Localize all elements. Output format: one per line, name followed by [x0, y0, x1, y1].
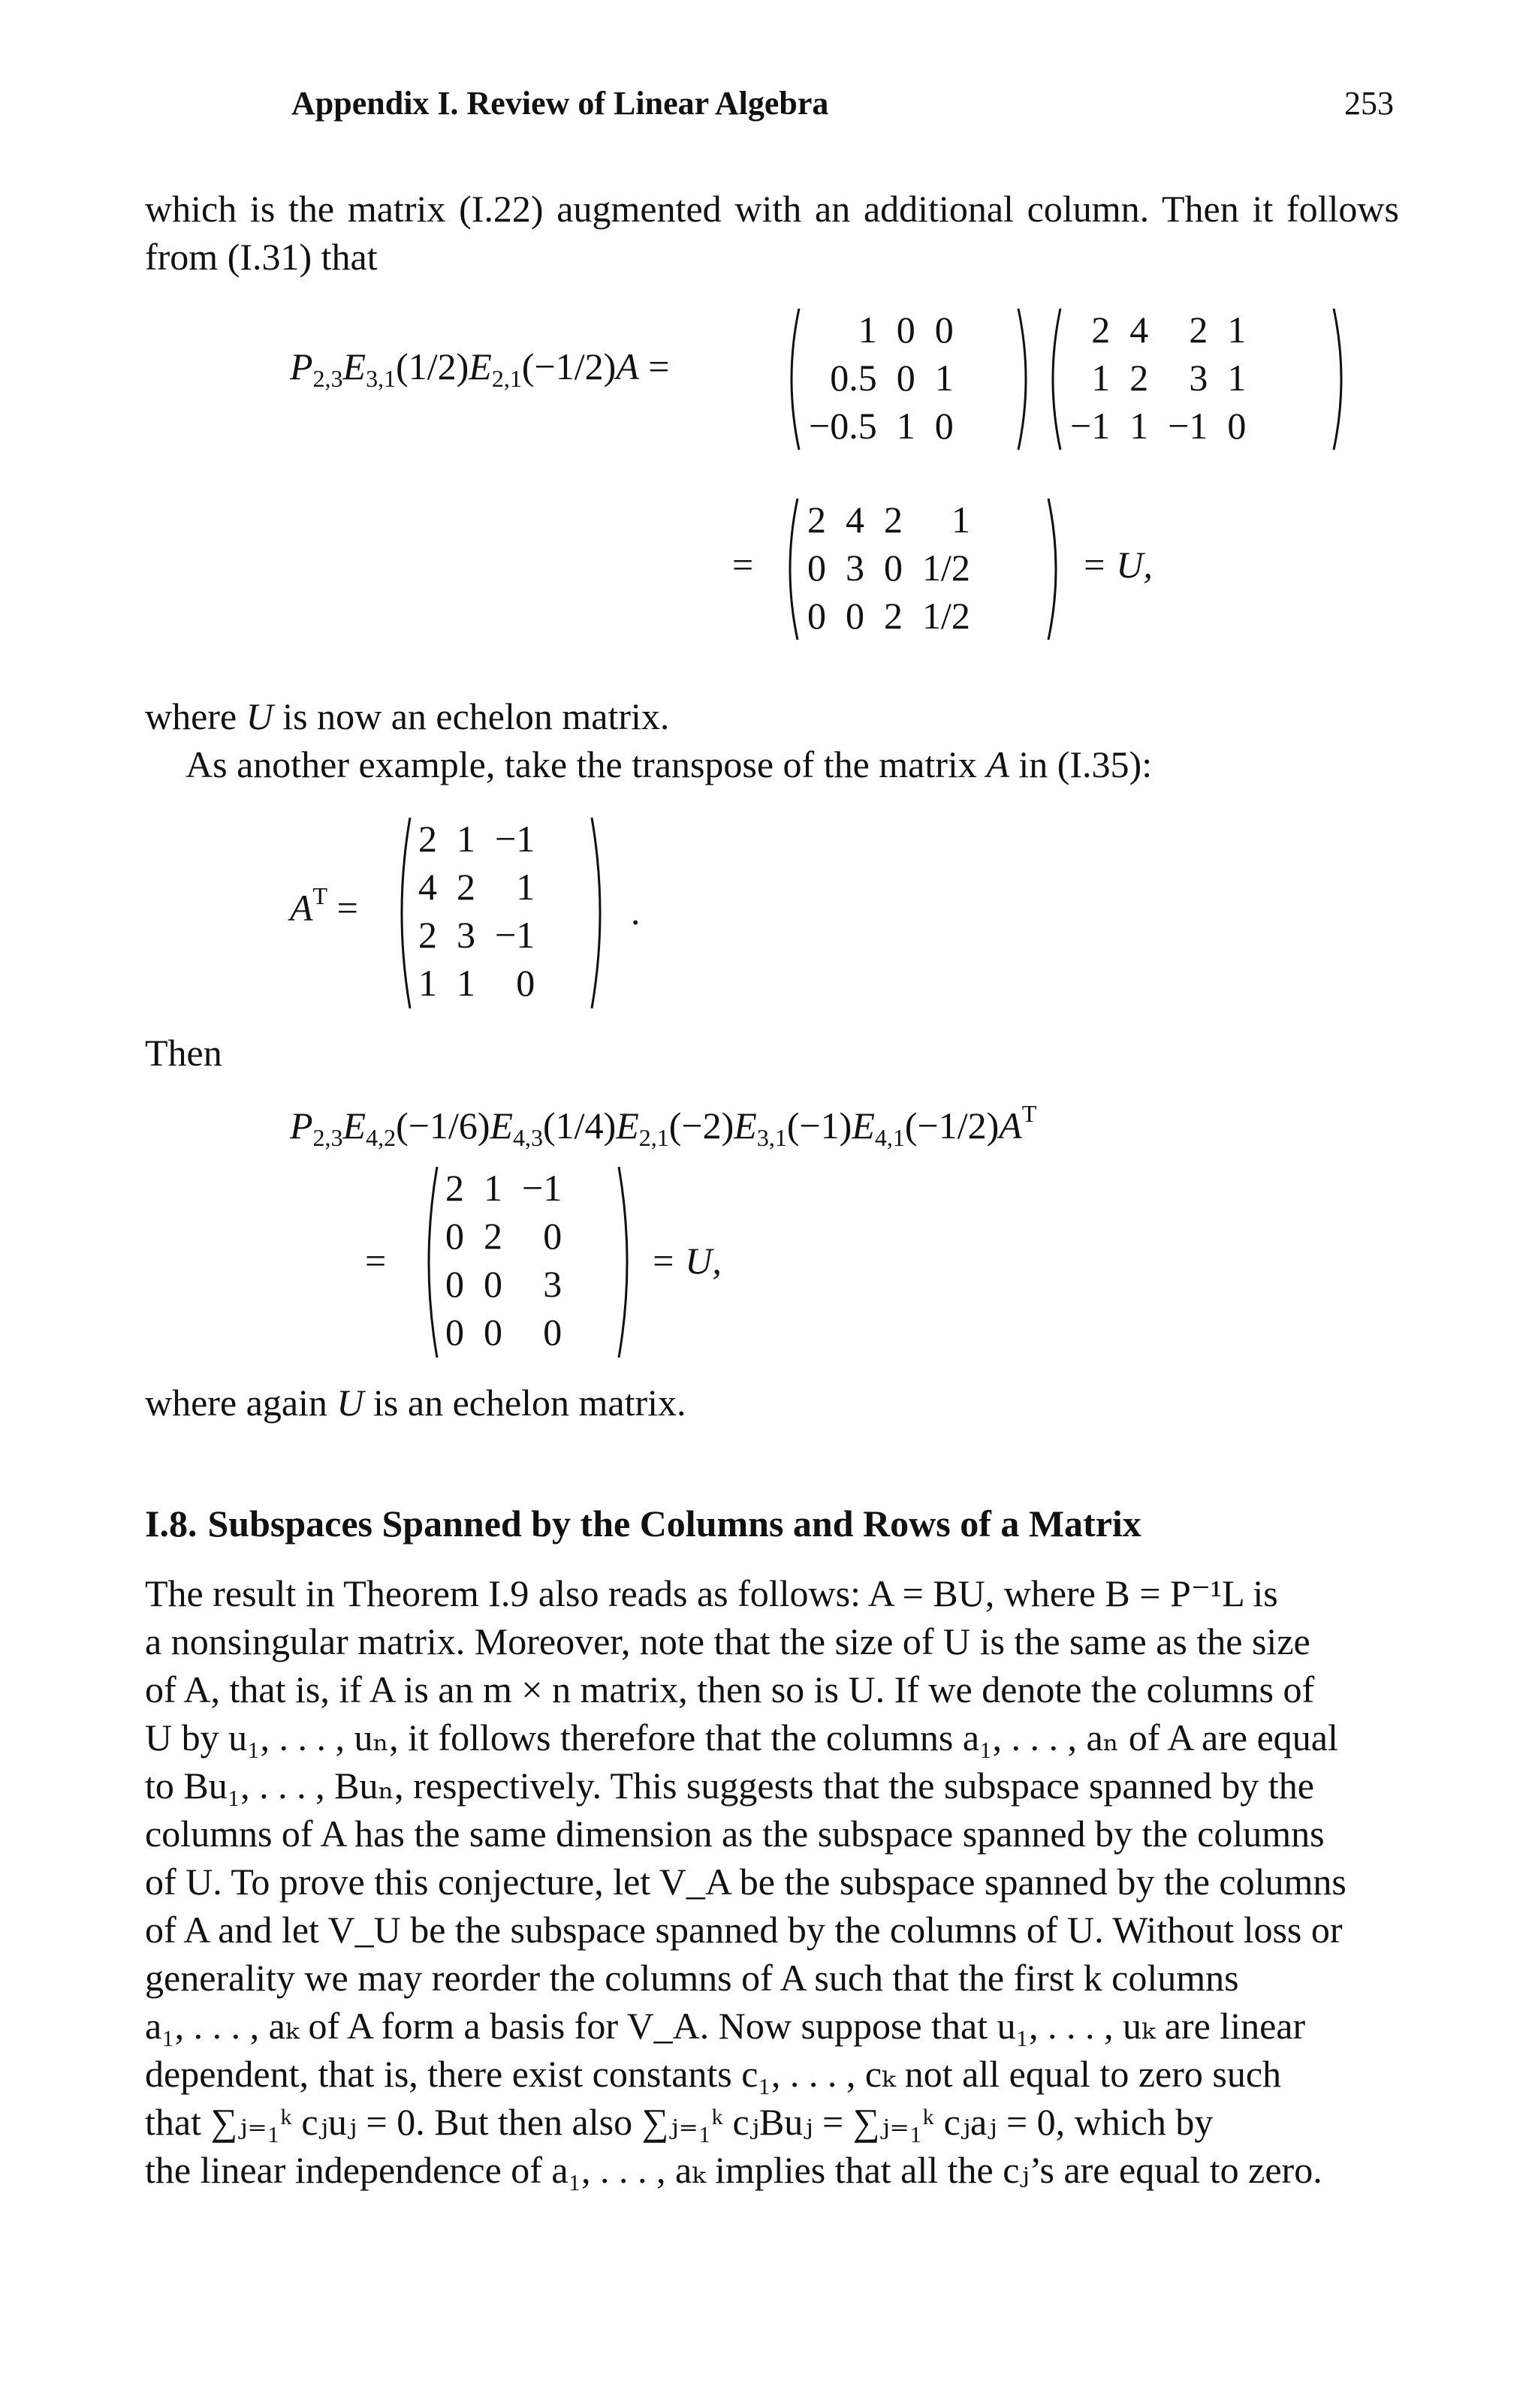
- body-line: that ∑ⱼ₌₁ᵏ cⱼuⱼ = 0. But then also ∑ⱼ₌₁ᵏ cⱼBuⱼ = ∑ⱼ₌₁ᵏ cⱼaⱼ = 0, which by: [145, 2101, 1214, 2143]
- equation1-result-suffix: = U,: [1081, 544, 1153, 586]
- equation1-equals: =: [732, 544, 754, 586]
- transpose-suffix: .: [631, 891, 641, 933]
- body-line: U by u₁, . . . , uₙ, it follows therefore that the columns a₁, . . . , aₙ of A are equal: [145, 1716, 1338, 1759]
- running-header-title: Appendix I. Review of Linear Algebra: [291, 85, 829, 122]
- then-label: Then: [145, 1032, 222, 1074]
- body-line: of U. To prove this conjecture, let V_A be the subspace spanned by the columns: [145, 1861, 1347, 1903]
- matrix-body: 2 4 2 1 1 2 3 1 −1 1 −1 0: [1070, 309, 1247, 447]
- body-line: generality we may reorder the columns of A such that the first k columns: [145, 1957, 1239, 1999]
- body-line: to Bu₁, . . . , Buₙ, respectively. This suggests that the subspace spanned by the: [145, 1765, 1314, 1807]
- matrix-body: 2 1 −1 4 2 1 2 3 −1 1 1 0: [418, 818, 535, 1004]
- body-line: columns of A has the same dimension as the subspace spanned by the columns: [145, 1813, 1325, 1855]
- equation1-lhs: $P_{2,3}E_{3,1}(1/2)E_{2,1}(-1/2)A$ =: [290, 345, 670, 392]
- equation1-left-matrix: [783, 306, 964, 450]
- transpose-matrix: [394, 815, 544, 1007]
- matrix-body: 2 1 −1 0 2 0 0 0 3 0 0 0: [445, 1167, 562, 1353]
- equation2-matrix: [421, 1164, 571, 1356]
- page-number: 253: [1344, 85, 1394, 122]
- section-body: [145, 1569, 1399, 2194]
- body-line: of A and let V_U be the subspace spanned by the columns of U. Without loss or: [145, 1909, 1343, 1951]
- after-equation1-text: where U is now an echelon matrix. As another example, take the transpose of the matrix A in (I.35):: [145, 695, 1153, 785]
- intro-paragraph: [145, 185, 1399, 281]
- equation2-equals: =: [365, 1240, 387, 1282]
- matrix-body: 1 0 0 0.5 0 1 −0.5 1 0: [809, 309, 954, 447]
- section-number: I.8.: [145, 1502, 198, 1545]
- equation1-right-matrix: [1044, 306, 1256, 450]
- section-title: Subspaces Spanned by the Columns and Rows of a Matrix: [207, 1502, 1141, 1545]
- body-line: the linear independence of a₁, . . . , aₖ implies that all the cⱼ’s are equal to zero.: [145, 2149, 1322, 2191]
- equation2-suffix: = U,: [650, 1240, 722, 1282]
- transpose-lhs: $A^T$ =: [290, 882, 358, 929]
- body-line: dependent, that is, there exist constants c₁, . . . , cₖ not all equal to zero such: [145, 2053, 1282, 2095]
- body-line: of A, that is, if A is an m × n matrix, then so is U. If we denote the columns of: [145, 1668, 1315, 1710]
- intro-text: which is the matrix (I.22) augmented with an additional column. Then it follows from (I.31) that: [145, 188, 1399, 278]
- matrix-body: 2 4 2 1 0 3 0 1/2 0 0 2 1/2: [807, 499, 970, 637]
- after-equation2-text: where again U is an echelon matrix.: [145, 1382, 686, 1424]
- equation1-result-matrix: [781, 496, 980, 640]
- body-line: The result in Theorem I.9 also reads as follows: A = BU, where B = P⁻¹L is: [145, 1572, 1278, 1614]
- body-line: a₁, . . . , aₖ of A form a basis for V_A. Now suppose that u₁, . . . , uₖ are linear: [145, 2005, 1306, 2047]
- section-heading: [145, 1502, 1141, 1545]
- equation2-lhs: $P_{2,3}E_{4,2}(-1/6)E_{4,3}(1/4)E_{2,1}(-2)E_{3,1}(-1)E_{4,1}(-1/2)A^T$: [290, 1100, 1037, 1151]
- body-line: a nonsingular matrix. Moreover, note that the size of U is the same as the size: [145, 1620, 1310, 1662]
